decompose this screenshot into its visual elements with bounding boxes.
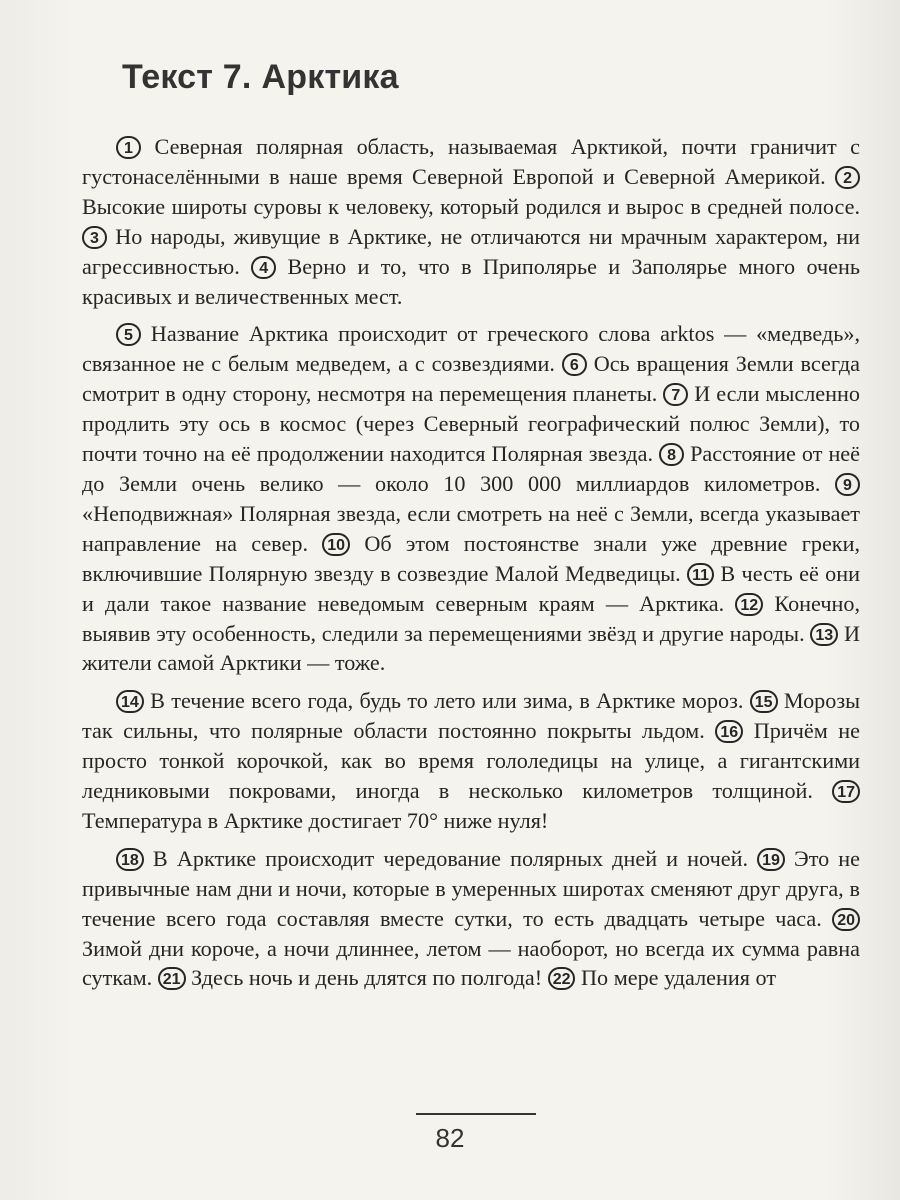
paragraph xyxy=(82,132,860,311)
sentence-text: Об этом постоянстве знали уже древние греки, включившие Полярную звезду в созвездие Малой Медведицы. xyxy=(82,530,860,586)
sentence-text: Северная полярная область, называемая Арктикой, почти граничит с густонаселёнными в наше время Северной Европой и Северной Америкой. xyxy=(82,134,861,189)
sentence-text: По мере удаления от xyxy=(581,965,777,991)
sentence-number: 21 xyxy=(158,967,186,990)
sentence-number: 4 xyxy=(251,256,276,279)
sentence-number: 3 xyxy=(82,226,107,249)
paragraph xyxy=(82,319,860,678)
title-name: Арктика xyxy=(261,58,399,96)
sentence-text: И если мысленно продлить эту ось в космос (через Северный географический полюс Земли), то почти точно на её продолжении находится Полярная звезда. xyxy=(82,381,860,467)
sentence-text: В течение всего года, будь то лето или зима, в Арктике мороз. xyxy=(150,688,744,714)
sentence-text: Ось вращения Земли всегда смотрит в одну сторону, несмотря на перемещения планеты. xyxy=(82,351,860,407)
sentence-number: 13 xyxy=(810,623,838,646)
title-number: Текст 7. xyxy=(122,58,252,96)
sentence-text: Здесь ночь и день длятся по полгода! xyxy=(191,965,543,991)
sentence-text: В Арктике происходит чередование полярных дней и ночей. xyxy=(152,845,748,871)
sentence-number: 20 xyxy=(832,908,860,931)
footer-rule xyxy=(416,1113,536,1115)
sentence-number: 18 xyxy=(116,848,144,871)
sentence-text: В честь её они и дали такое название неведомым северным краям — Арктика. xyxy=(82,560,861,616)
sentence-text: Название Арктика происходит от греческого слова arktos — «медведь», связанное не с белым медведем, а с созвездиями. xyxy=(82,321,861,377)
sentence-number: 17 xyxy=(832,780,860,803)
page-number: 82 xyxy=(435,1123,465,1153)
body-text xyxy=(82,132,860,1001)
sentence-number: 11 xyxy=(687,563,714,586)
sentence-text: Температура в Арктике достигает 70° ниже нуля! xyxy=(82,807,549,833)
sentence-number: 9 xyxy=(835,473,860,496)
sentence-text: Это не привычные нам дни и ночи, которые в умеренных широтах сменяют друг друга, в течение всего года составляя вместе сутки, то есть двадцать четыре часа. xyxy=(82,845,861,931)
sentence-number: 2 xyxy=(835,166,860,189)
sentence-text: «Неподвижная» Полярная звезда, если смотреть на неё с Земли, всегда указывает направление на север. xyxy=(82,500,860,556)
paragraph xyxy=(82,844,860,994)
sentence-number: 8 xyxy=(659,443,684,466)
sentence-number: 15 xyxy=(750,690,778,713)
page-title xyxy=(122,58,399,97)
sentence-number: 14 xyxy=(116,690,144,713)
sentence-text: Расстояние от неё до Земли очень велико — около 10 300 000 миллиардов километров. xyxy=(82,441,861,496)
sentence-number: 1 xyxy=(116,136,141,159)
sentence-number: 6 xyxy=(562,353,587,376)
sentence-number: 16 xyxy=(715,720,743,743)
sentence-number: 22 xyxy=(548,967,576,990)
sentence-number: 5 xyxy=(116,323,141,346)
sentence-text: Морозы так сильны, что полярные области постоянно покрыты льдом. xyxy=(82,688,861,744)
sentence-number: 10 xyxy=(322,533,350,556)
sentence-text: Конечно, выявив эту особенность, следили за перемещениями звёзд и другие народы. xyxy=(82,590,861,646)
sentence-text: И жители самой Арктики — тоже. xyxy=(82,620,861,676)
paragraph xyxy=(82,686,860,836)
sentence-text: Причём не просто тонкой корочкой, как во время гололедицы на улице, а гигантскими ледниковыми покровами, иногда в несколько километров толщиной. xyxy=(82,718,861,804)
sentence-text: Зимой дни короче, а ночи длиннее, летом — наоборот, но всегда их сумма равна суткам. xyxy=(82,935,860,991)
sentence-text: Высокие широты суровы к человеку, который родился и вырос в средней полосе. xyxy=(82,193,860,219)
sentence-text: Но народы, живущие в Арктике, не отличаются ни мрачным характером, ни агрессивностью. xyxy=(82,223,861,279)
sentence-text: Верно и то, что в Приполярье и Заполярье много очень красивых и величественных мест. xyxy=(82,253,861,309)
sentence-number: 12 xyxy=(735,593,763,616)
sentence-number: 7 xyxy=(663,383,688,406)
sentence-number: 19 xyxy=(757,848,785,871)
